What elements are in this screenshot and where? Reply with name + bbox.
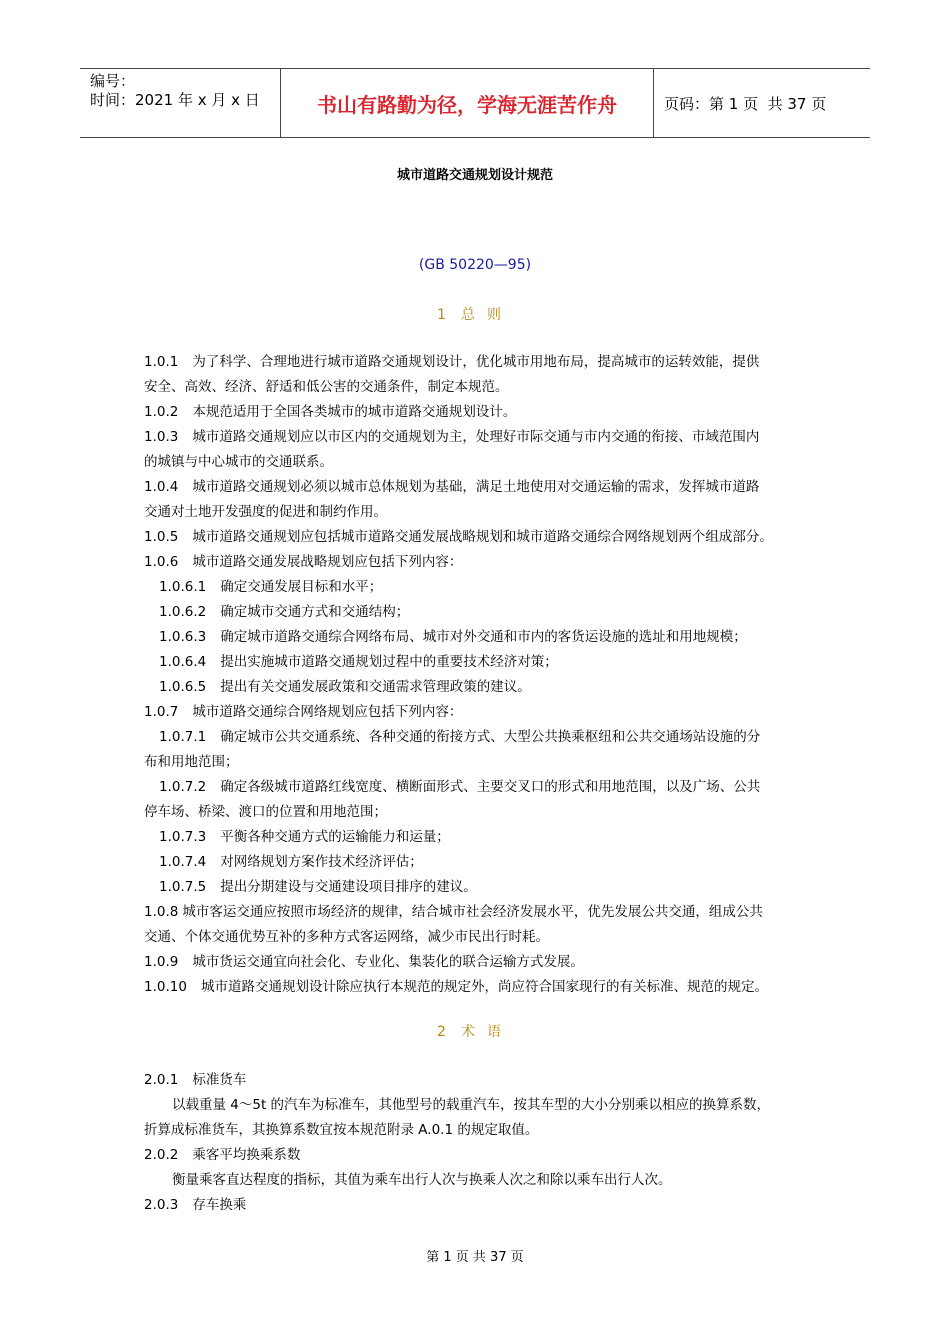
subclause-line: 1.0.6.5 提出有关交通发展政策和交通需求管理政策的建议。 bbox=[159, 679, 531, 695]
definition-line: 以载重量 4～5t 的汽车为标准车，其他型号的载重汽车，按其车型的大小分别乘以相应的换算系数， bbox=[172, 1097, 771, 1113]
document-title: 城市道路交通规划设计规范 bbox=[396, 168, 553, 183]
motto-text: 书山有路勤为径，学海无涯苦作舟 bbox=[317, 92, 617, 117]
subclause-line: 1.0.7.4 对网络规划方案作技术经济评估； bbox=[159, 854, 423, 870]
subclause-line: 1.0.7.2 确定各级城市道路红线宽度、横断面形式、主要交叉口的形式和用地范围，以及广场、公共 bbox=[159, 779, 761, 795]
clause-line: 1.0.4 城市道路交通规划必须以城市总体规划为基础，满足土地使用对交通运输的需求，发挥城市道路 bbox=[144, 479, 760, 495]
clause-line: 1.0.1 为了科学、合理地进行城市道路交通规划设计，优化城市用地布局，提高城市的运转效能，提供 bbox=[144, 354, 760, 370]
chapter-1-number: 1 bbox=[437, 307, 447, 323]
clause-line: 1.0.6 城市道路交通发展战略规划应包括下列内容： bbox=[144, 554, 463, 570]
clause-line: 交通、个体交通优势互补的多种方式客运网络，减少市民出行时耗。 bbox=[144, 929, 549, 945]
clause-line: 1.0.9 城市货运交通宜向社会化、专业化、集装化的联合运输方式发展。 bbox=[144, 954, 584, 970]
subclause-line: 1.0.6.1 确定交通发展目标和水平； bbox=[159, 579, 383, 595]
chapter-1-heading bbox=[0, 304, 950, 324]
term-line: 2.0.3 存车换乘 bbox=[144, 1197, 247, 1213]
subclause-line: 1.0.6.4 提出实施城市道路交通规划过程中的重要技术经济对策； bbox=[159, 654, 558, 670]
page-number-cell bbox=[654, 69, 870, 137]
clause-line: 的城镇与中心城市的交通联系。 bbox=[144, 454, 333, 470]
clause-line: 1.0.5 城市道路交通规划应包括城市道路交通发展战略规划和城市道路交通综合网络规划两个组成部分。 bbox=[144, 529, 773, 545]
time-label: 时间：2021 年 x 月 x 日 bbox=[90, 91, 260, 109]
subclause-line: 1.0.7.1 确定城市公共交通系统、各种交通的衔接方式、大型公共换乘枢纽和公共交通场站设施的分 bbox=[159, 729, 761, 745]
page-footer: 第 1 页 共 37 页 bbox=[426, 1250, 524, 1265]
subclause-line: 1.0.7.3 平衡各种交通方式的运输能力和运量； bbox=[159, 829, 450, 845]
motto-cell bbox=[281, 69, 654, 137]
chapter-2-number: 2 bbox=[437, 1024, 447, 1040]
page-label: 页码：第 1 页 共 37 页 bbox=[664, 94, 827, 113]
subclause-line: 1.0.6.3 确定城市道路交通综合网络布局、城市对外交通和市内的客货运设施的选址和用地规模； bbox=[159, 629, 747, 645]
clause-line: 交通对土地开发强度的促进和制约作用。 bbox=[144, 504, 387, 520]
term-line: 2.0.2 乘客平均换乘系数 bbox=[144, 1147, 301, 1163]
clause-line: 1.0.2 本规范适用于全国各类城市的城市道路交通规划设计。 bbox=[144, 404, 517, 420]
definition-line: 折算成标准货车，其换算系数宜按本规范附录 A.0.1 的规定取值。 bbox=[144, 1122, 539, 1138]
clause-line: 布和用地范围； bbox=[144, 754, 239, 770]
clause-line: 安全、高效、经济、舒适和低公害的交通条件，制定本规范。 bbox=[144, 379, 509, 395]
chapter-2-heading bbox=[0, 1021, 950, 1041]
clause-line: 1.0.3 城市道路交通规划应以市区内的交通规划为主，处理好市际交通与市内交通的衔接、市域范围内 bbox=[144, 429, 760, 445]
term-line: 2.0.1 标准货车 bbox=[144, 1072, 247, 1088]
clause-line: 1.0.8 城市客运交通应按照市场经济的规律，结合城市社会经济发展水平，优先发展公共交通，组成公共 bbox=[144, 904, 763, 920]
clause-line: 停车场、桥梁、渡口的位置和用地范围； bbox=[144, 804, 387, 820]
standard-code: (GB 50220—95) bbox=[418, 257, 532, 273]
definition-line: 衡量乘客直达程度的指标，其值为乘车出行人次与换乘人次之和除以乘车出行人次。 bbox=[172, 1172, 672, 1188]
clause-line: 1.0.7 城市道路交通综合网络规划应包括下列内容： bbox=[144, 704, 463, 720]
subclause-line: 1.0.6.2 确定城市交通方式和交通结构； bbox=[159, 604, 410, 620]
header-meta-cell bbox=[80, 69, 281, 137]
clause-line: 1.0.10 城市道路交通规划设计除应执行本规范的规定外，尚应符合国家现行的有关标准、规范的规定。 bbox=[144, 979, 768, 995]
chapter-2-title: 术语 bbox=[460, 1024, 513, 1040]
header-table bbox=[80, 68, 870, 138]
subclause-line: 1.0.7.5 提出分期建设与交通建设项目排序的建议。 bbox=[159, 879, 477, 895]
chapter-1-title: 总则 bbox=[460, 307, 513, 323]
serial-label: 编号： bbox=[90, 72, 136, 90]
